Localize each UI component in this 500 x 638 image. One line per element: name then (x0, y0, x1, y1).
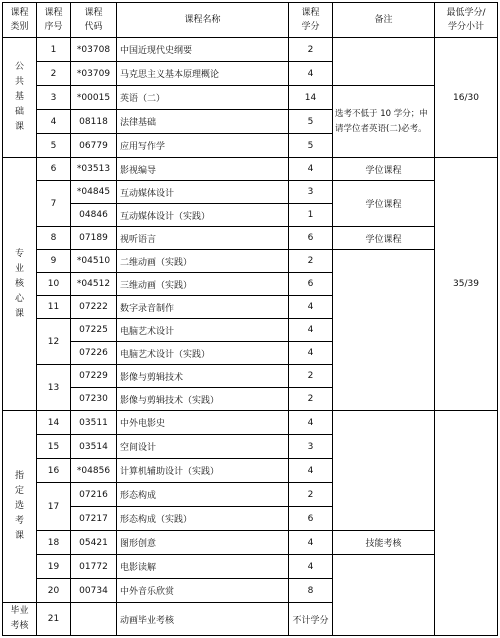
row-credit: 6 (289, 507, 333, 531)
table-row (3, 86, 498, 110)
row-credit: 6 (289, 273, 333, 296)
category-public-basic: 公 共 基 础 课 (3, 38, 37, 158)
row-credit: 2 (289, 250, 333, 273)
row-credit: 4 (289, 555, 333, 579)
note-empty (333, 411, 435, 531)
row-code: 08118 (71, 110, 117, 134)
category-major-core: 专 业 核 心 课 (3, 158, 37, 411)
row-code: 07217 (71, 507, 117, 531)
row-seq: 13 (37, 365, 71, 411)
row-code: 07229 (71, 365, 117, 388)
row-name: 互动媒体设计（实践） (117, 204, 289, 227)
row-credit: 不计学分 (289, 603, 333, 636)
header-minimum: 最低学分/ 学分小计 (435, 3, 498, 38)
row-code: 06779 (71, 134, 117, 158)
row-name: 互动媒体设计 (117, 181, 289, 204)
row-credit: 2 (289, 483, 333, 507)
row-name: 中外音乐欣赏 (117, 579, 289, 603)
row-credit: 5 (289, 110, 333, 134)
row-code: *00015 (71, 86, 117, 110)
header-seq: 课程 序号 (37, 3, 71, 38)
header-row (3, 3, 498, 38)
row-seq: 15 (37, 435, 71, 459)
note-skill: 技能考核 (333, 531, 435, 555)
row-name: 中外电影史 (117, 411, 289, 435)
row-code: *04845 (71, 181, 117, 204)
row-credit: 3 (289, 435, 333, 459)
header-credit: 课程 学分 (289, 3, 333, 38)
table-row (3, 38, 498, 62)
row-code: 07189 (71, 227, 117, 250)
row-name: 电脑艺术设计 (117, 319, 289, 342)
row-code: 05421 (71, 531, 117, 555)
row-code: *03513 (71, 158, 117, 181)
row-name: 电脑艺术设计（实践） (117, 342, 289, 365)
row-code: *04510 (71, 250, 117, 273)
row-seq: 14 (37, 411, 71, 435)
row-seq: 2 (37, 62, 71, 86)
row-seq: 19 (37, 555, 71, 579)
row-code: 07226 (71, 342, 117, 365)
row-credit: 3 (289, 181, 333, 204)
row-seq: 11 (37, 296, 71, 319)
row-code (71, 603, 117, 636)
row-seq: 4 (37, 110, 71, 134)
note-empty (333, 250, 435, 411)
row-code: *03708 (71, 38, 117, 62)
header-category: 课程 类别 (3, 3, 37, 38)
row-code: *04512 (71, 273, 117, 296)
row-code: 04846 (71, 204, 117, 227)
row-name: 视听语言 (117, 227, 289, 250)
row-seq: 18 (37, 531, 71, 555)
row-name: 三维动画（实践） (117, 273, 289, 296)
row-name: 计算机辅助设计（实践） (117, 459, 289, 483)
row-seq: 20 (37, 579, 71, 603)
row-credit: 4 (289, 459, 333, 483)
row-code: 00734 (71, 579, 117, 603)
row-code: 07216 (71, 483, 117, 507)
row-credit: 4 (289, 158, 333, 181)
table-row (3, 531, 498, 555)
row-credit: 1 (289, 204, 333, 227)
row-credit: 14 (289, 86, 333, 110)
minimum-major-core: 35/39 (435, 158, 498, 411)
row-name: 形态构成 (117, 483, 289, 507)
note-empty (333, 38, 435, 86)
row-code: 01772 (71, 555, 117, 579)
row-name: 英语（二） (117, 86, 289, 110)
note-public-basic: 选考不低于 10 学分；申请学位者英语(二)必考。 (333, 86, 435, 158)
row-seq: 12 (37, 319, 71, 365)
table-row (3, 158, 498, 181)
row-credit: 4 (289, 62, 333, 86)
row-name: 马克思主义基本原理概论 (117, 62, 289, 86)
header-note: 备注 (333, 3, 435, 38)
row-credit: 6 (289, 227, 333, 250)
minimum-empty (435, 411, 498, 636)
row-credit: 2 (289, 38, 333, 62)
row-name: 影像与剪辑技术（实践） (117, 388, 289, 411)
note-degree: 学位课程 (333, 227, 435, 250)
row-code: 03511 (71, 411, 117, 435)
header-name: 课程名称 (117, 3, 289, 38)
row-code: *04856 (71, 459, 117, 483)
row-name: 影视编导 (117, 158, 289, 181)
row-code: 07222 (71, 296, 117, 319)
note-degree: 学位课程 (333, 158, 435, 181)
note-empty (333, 555, 435, 636)
row-seq: 16 (37, 459, 71, 483)
row-code: *03709 (71, 62, 117, 86)
table-row (3, 181, 498, 204)
table-row (3, 411, 498, 435)
row-seq: 17 (37, 483, 71, 531)
row-seq: 5 (37, 134, 71, 158)
row-credit: 4 (289, 296, 333, 319)
row-name: 数字录音制作 (117, 296, 289, 319)
row-credit: 4 (289, 411, 333, 435)
row-name: 法律基础 (117, 110, 289, 134)
row-seq: 6 (37, 158, 71, 181)
row-name: 电影读解 (117, 555, 289, 579)
row-name: 应用写作学 (117, 134, 289, 158)
row-name: 动画毕业考核 (117, 603, 289, 636)
row-name: 图形创意 (117, 531, 289, 555)
row-credit: 2 (289, 365, 333, 388)
curriculum-table (2, 2, 498, 636)
category-graduation: 毕业 考核 (3, 603, 37, 636)
row-credit: 5 (289, 134, 333, 158)
row-name: 影像与剪辑技术 (117, 365, 289, 388)
header-code: 课程 代码 (71, 3, 117, 38)
row-seq: 1 (37, 38, 71, 62)
row-seq: 8 (37, 227, 71, 250)
row-name: 二维动画（实践） (117, 250, 289, 273)
table-row (3, 227, 498, 250)
row-name: 形态构成（实践） (117, 507, 289, 531)
row-seq: 21 (37, 603, 71, 636)
row-credit: 8 (289, 579, 333, 603)
row-name: 中国近现代史纲要 (117, 38, 289, 62)
row-credit: 2 (289, 388, 333, 411)
row-name: 空间设计 (117, 435, 289, 459)
minimum-public-basic: 16/30 (435, 38, 498, 158)
row-seq: 3 (37, 86, 71, 110)
row-code: 03514 (71, 435, 117, 459)
row-code: 07230 (71, 388, 117, 411)
row-seq: 7 (37, 181, 71, 227)
row-seq: 10 (37, 273, 71, 296)
row-credit: 4 (289, 342, 333, 365)
row-seq: 9 (37, 250, 71, 273)
table-row (3, 250, 498, 273)
row-code: 07225 (71, 319, 117, 342)
row-credit: 4 (289, 531, 333, 555)
note-degree: 学位课程 (333, 181, 435, 227)
row-credit: 4 (289, 319, 333, 342)
category-designated-elective: 指 定 选 考 课 (3, 411, 37, 603)
table-row (3, 555, 498, 579)
